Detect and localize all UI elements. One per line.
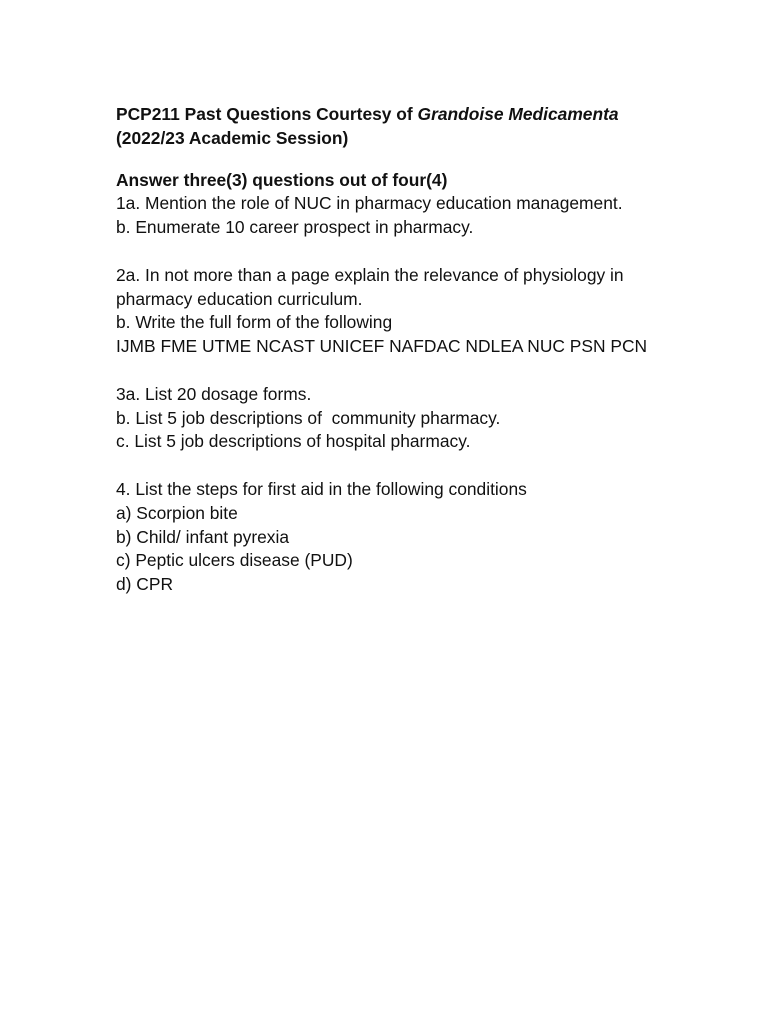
document-title (116, 103, 676, 127)
title-italic: Grandoise Medicamenta (417, 104, 619, 124)
title-session: (2022/23 Academic Session) (116, 127, 349, 148)
question-1a: 1a. Mention the role of NUC in pharmacy education management. (116, 193, 623, 214)
title-prefix: PCP211 Past Questions Courtesy of (116, 104, 418, 124)
question-3a: 3a. List 20 dosage forms. (116, 383, 312, 404)
spacer (116, 359, 676, 383)
question-4d: d) CPR (116, 574, 174, 595)
question-4c: c) Peptic ulcers disease (PUD) (116, 550, 353, 571)
instruction: Answer three(3) questions out of four(4) (116, 169, 448, 190)
question-4b: b) Child/ infant pyrexia (116, 526, 290, 547)
question-4a: a) Scorpion bite (116, 502, 238, 523)
document-content (116, 103, 676, 597)
question-2a: 2a. In not more than a page explain the relevance of physiology in pharmacy education curriculum. (116, 264, 629, 309)
question-1b: b. Enumerate 10 career prospect in pharmacy. (116, 217, 474, 238)
question-2b: b. Write the full form of the following (116, 312, 393, 333)
spacer (116, 454, 676, 478)
question-4-stem: 4. List the steps for first aid in the following conditions (116, 478, 527, 499)
question-3c: c. List 5 job descriptions of hospital pharmacy. (116, 431, 471, 452)
question-3b: b. List 5 job descriptions of community pharmacy. (116, 407, 501, 428)
question-2-abbreviations: IJMB FME UTME NCAST UNICEF NAFDAC NDLEA NUC PSN PCN (116, 336, 648, 357)
spacer (116, 240, 676, 264)
